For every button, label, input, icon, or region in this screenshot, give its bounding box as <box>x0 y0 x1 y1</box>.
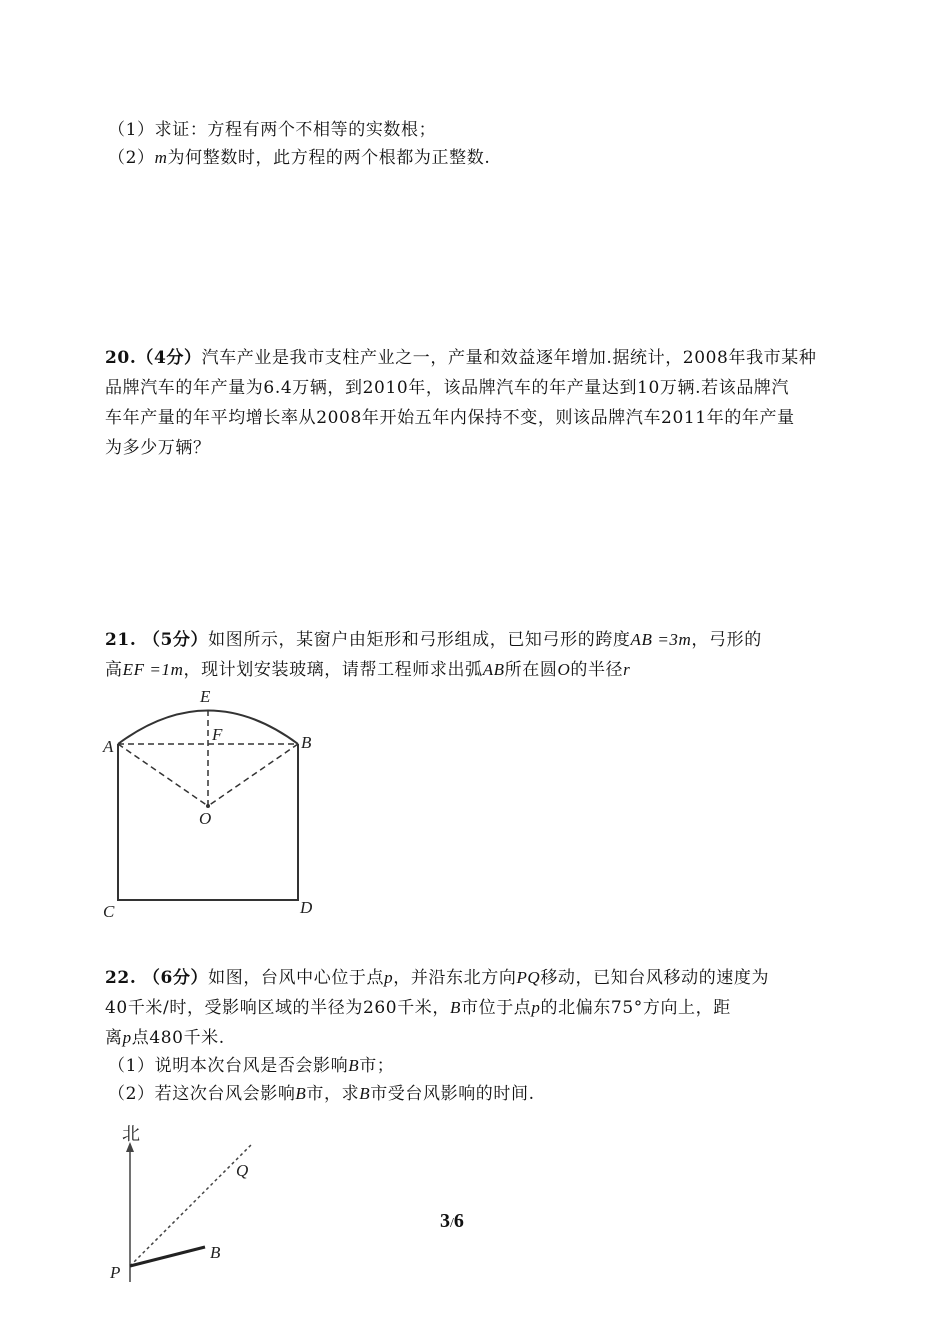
q22-line2 <box>105 996 731 1020</box>
q21-arc-ab: AB <box>482 660 505 679</box>
q22-text-1c: 移动，已知台风移动的速度为 <box>540 968 770 988</box>
q20-line1 <box>105 346 816 370</box>
page-current: 3 <box>440 1210 450 1232</box>
q22-text-3b: 点480千米. <box>131 1028 225 1048</box>
q21-radius-r: r <box>623 660 631 679</box>
page-separator: / <box>450 1216 454 1231</box>
q22-text-2b: 市位于点 <box>461 998 532 1018</box>
q22-line3 <box>105 1026 225 1050</box>
q22-part2-a: （2）若这次台风会影响 <box>108 1084 296 1104</box>
q19-var-m: m <box>154 148 168 167</box>
q22-label-q: Q <box>236 1161 249 1180</box>
q22-part2-c: 市，求 <box>306 1084 360 1104</box>
q21-line1 <box>105 628 762 652</box>
q22-segment-pb <box>130 1247 205 1266</box>
q21-text-1a: 如图所示，某窗户由矩形和弓形组成，已知弓形的跨度 <box>208 630 631 650</box>
q22-point-p3: p <box>122 1028 132 1047</box>
q22-text-1a: 如图，台风中心位于点 <box>208 968 385 988</box>
q22-label-north: 北 <box>122 1124 140 1145</box>
q22-part1-city-b: B <box>348 1056 360 1075</box>
q22-point-p2: p <box>531 998 541 1017</box>
q22-city-b1: B <box>450 998 461 1017</box>
q20-line3: 车年产量的年平均增长率从2008年开始五年内保持不变，则该品牌汽车2011年的年产量 <box>105 408 795 428</box>
q21-ab-equation: AB =3m <box>630 630 692 649</box>
q22-text-2a: 40千米/时，受影响区域的半径为260千米， <box>105 998 451 1018</box>
q21-line2 <box>105 658 630 682</box>
q19-part2-text: 为何整数时，此方程的两个根都为正整数. <box>167 148 491 168</box>
q21-label-c: C <box>103 902 115 921</box>
q21-window-figure <box>95 684 335 924</box>
q22-label: 22. （6分） <box>105 968 209 988</box>
q22-part1-a: （1）说明本次台风是否会影响 <box>108 1056 349 1076</box>
q20-text-1: 汽车产业是我市支柱产业之一，产量和效益逐年增加.据统计，2008年我市某种 <box>201 348 817 368</box>
q21-text-1b: ，弓形的 <box>691 630 762 650</box>
q21-text-2c: 所在圆 <box>504 660 558 680</box>
q19-part2-prefix: （2） <box>108 148 155 168</box>
q22-path-pq <box>130 1144 252 1266</box>
q21-text-2d: 的半径 <box>570 660 624 680</box>
q22-label-b: B <box>210 1243 221 1262</box>
q21-radius-oa <box>118 744 208 806</box>
q19-part2 <box>108 146 490 170</box>
q21-center-dot <box>206 804 210 808</box>
q21-text-2b: ，现计划安装玻璃，请帮工程师求出弧 <box>183 660 483 680</box>
q21-label-f: F <box>212 725 223 744</box>
q21-label-b: B <box>301 733 312 752</box>
q22-part1-c: 市； <box>359 1056 395 1076</box>
q20-line2: 品牌汽车的年产量为6.4万辆，到2010年，该品牌汽车的年产量达到10万辆.若该品牌汽 <box>105 378 790 398</box>
q22-part2 <box>108 1082 535 1106</box>
q20-line4: 为多少万辆？ <box>105 438 211 458</box>
q22-part2-city-b1: B <box>295 1084 307 1103</box>
q21-label: 21. （5分） <box>105 630 209 650</box>
q21-label-a: A <box>103 737 114 756</box>
q22-point-p1: p <box>384 968 394 987</box>
q22-text-2c: 的北偏东75°方向上，距 <box>540 998 731 1018</box>
page-number <box>440 1210 464 1233</box>
q21-radius-ob <box>208 744 298 806</box>
q21-circle-o: O <box>557 660 571 679</box>
q21-label-d: D <box>300 898 313 917</box>
q22-part1 <box>108 1054 394 1078</box>
q22-line1 <box>105 966 769 990</box>
q19-part1: （1）求证：方程有两个不相等的实数根； <box>108 120 437 140</box>
q21-ef-equation: EF =1m <box>122 660 184 679</box>
q21-text-2a: 高 <box>105 660 123 680</box>
q21-label-o: O <box>199 809 212 828</box>
q22-direction-pq: PQ <box>516 968 541 987</box>
q22-part2-city-b2: B <box>359 1084 371 1103</box>
q22-text-3a: 离 <box>105 1028 123 1048</box>
page-total: 6 <box>453 1210 464 1232</box>
q22-part2-e: 市受台风影响的时间. <box>370 1084 535 1104</box>
q21-label-e: E <box>200 687 211 706</box>
q22-text-1b: ，并沿东北方向 <box>393 968 517 988</box>
q22-typhoon-figure <box>100 1122 280 1292</box>
q22-label-p: P <box>110 1263 121 1282</box>
q20-label: 20.（4分） <box>105 348 202 368</box>
